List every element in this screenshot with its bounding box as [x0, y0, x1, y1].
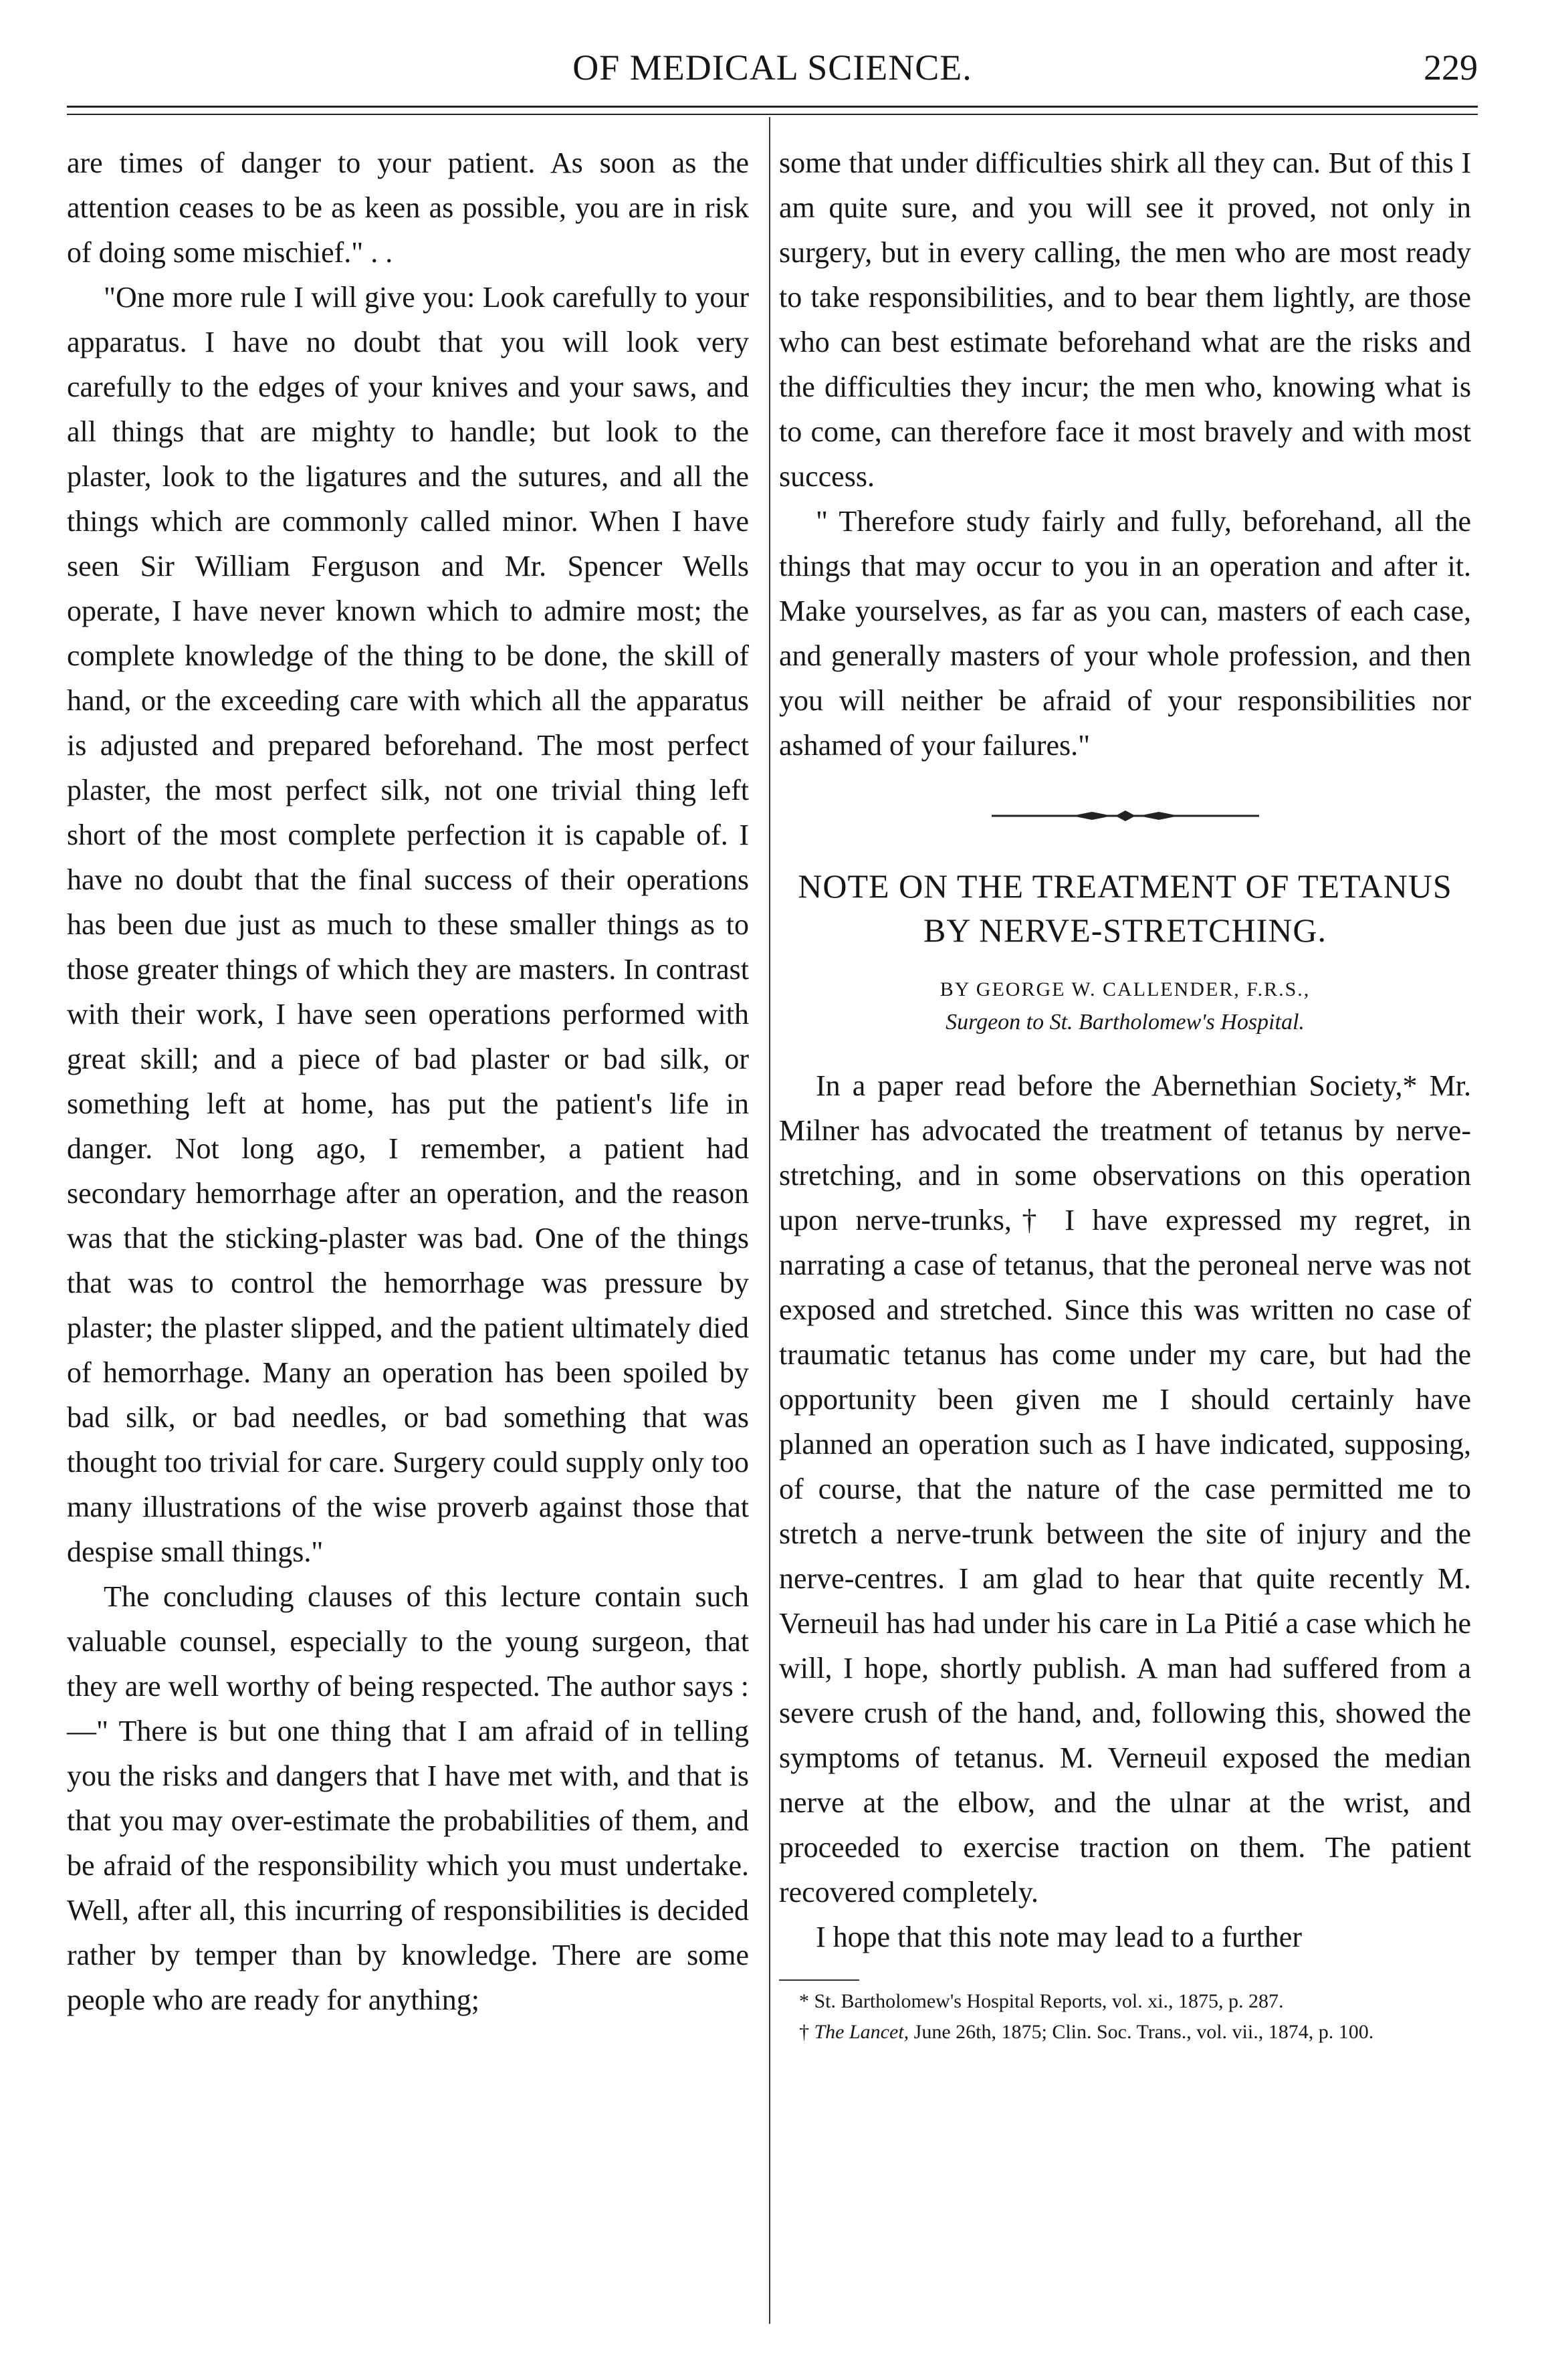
article-paragraph: In a paper read before the Abernethian Society,* Mr. Milner has advocated the treatment of tetanus by nerve-stretching, and in some observations on this operation upon nerve-trunks,† I have expressed my regret, in narrating a case of tetanus, that the peroneal nerve was not exposed and stretched. Since this was written no case of traumatic tetanus has come under my care, but had the opportunity been given me I should certainly have planned an operation such as I have indicated, supposing, of course, that the nature of the case permitted me to stretch a nerve-trunk between the site of injury and the nerve-centres. I am glad to hear that quite recently M. Verneuil has had under his care in La Pitié a case which he will, I hope, shortly publish. A man had suffered from a severe crush of the hand, and, following this, showed the symptoms of tetanus. M. Verneuil exposed the median nerve at the elbow, and the ulnar at the wrist, and proceeded to exercise traction on them. The patient recovered completely.: [779, 1069, 1471, 1909]
running-title: OF MEDICAL SCIENCE.: [572, 47, 972, 88]
left-column: [67, 140, 749, 2022]
article-byline: BY GEORGE W. CALLENDER, F.R.S.,: [940, 978, 1311, 1000]
header-rule: [67, 106, 1478, 108]
page-number: 229: [1424, 47, 1478, 88]
header-rule-secondary: [67, 114, 1478, 115]
left-paragraph: "One more rule I will give you: Look carefully to your apparatus. I have no doubt that you will look very carefully to the edges of your knives and your saws, and all things that are mighty to handle; but look to the plaster, look to the ligatures and the sutures, and all the things which are commonly called minor. When I have seen Sir William Ferguson and Mr. Spencer Wells operate, I have never known which to admire most; the complete knowledge of the thing to be done, the skill of hand, or the exceeding care with which all the apparatus is adjusted and prepared beforehand. The most perfect plaster, the most perfect silk, not one trivial thing left short of the most complete perfection it is capable of. I have no doubt that the final success of their operations has been due just as much to these smaller things as to those greater things of which they are masters. In contrast with their work, I have seen operations performed with great skill; and a piece of bad plaster or bad silk, or something left at home, has put the patient's life in danger. Not long ago, I remember, a patient had secondary hemorrhage after an operation, and the reason was that the sticking-plaster was bad. One of the things that was to control the hemorrhage was pressure by plaster; the plaster slipped, and the patient ultimately died of hemorrhage. Many an operation has been spoiled by bad silk, or bad needles, or bad something that was thought too trivial for care. Surgery could supply only too many illustrations of the wise proverb against those that despise small things.": [67, 281, 749, 1568]
page-header: [67, 40, 1478, 100]
right-paragraph: some that under difficulties shirk all they can. But of this I am quite sure, and you will see it proved, not only in surgery, but in every calling, the men who are most ready to take responsibilities, and to bear them lightly, are those who can best estimate beforehand what are the risks and the difficulties they incur; the men who, knowing what is to come, can therefore face it most bravely and with most success.: [779, 146, 1471, 493]
left-paragraph: The concluding clauses of this lecture contain such valuable counsel, especially to the young surgeon, that they are well worthy of being respected. The author says :—" There is but one thing that I am afraid of in telling you the risks and dangers that I have met with, and that is that you may over-estimate the probabilities of them, and be afraid of the responsibility which you must undertake. Well, after all, this incurring of responsibilities is decided rather by temper than by knowledge. There are some people who are ready for anything;: [67, 1580, 749, 2016]
footnote-mark: †: [799, 2021, 814, 2043]
right-paragraph: " Therefore study fairly and fully, beforehand, all the things that may occur to you in an operation and after it. Make yourselves, as far as you can, masters of each case, and generally masters of your whole profession, and then you will neither be afraid of your responsibilities nor ashamed of your failures.": [779, 505, 1471, 762]
footnote-journal: The Lancet,: [814, 2021, 909, 2043]
footnote-text: June 26th, 1875; Clin. Soc. Trans., vol. vii., 1874, p. 100.: [909, 2021, 1374, 2043]
section-ornament: [985, 808, 1266, 824]
footnote: [779, 2017, 1471, 2048]
footnotes: [779, 1986, 1471, 2048]
footnote: * St. Bartholomew's Hospital Reports, vol. xi., 1875, p. 287.: [799, 1990, 1284, 2012]
left-paragraph: are times of danger to your patient. As soon as the attention ceases to be as keen as possible, you are in risk of doing some mischief." . .: [67, 146, 749, 269]
article-paragraph: I hope that this note may lead to a further: [816, 1921, 1302, 1953]
column-divider: [769, 117, 770, 2324]
footnote-rule: [779, 1979, 859, 1981]
author-affiliation: Surgeon to St. Bartholomew's Hospital.: [946, 1010, 1305, 1035]
right-column: [779, 140, 1471, 2048]
article-title: NOTE ON THE TREATMENT OF TETANUS BY NERVE-STRETCHING.: [798, 867, 1452, 949]
